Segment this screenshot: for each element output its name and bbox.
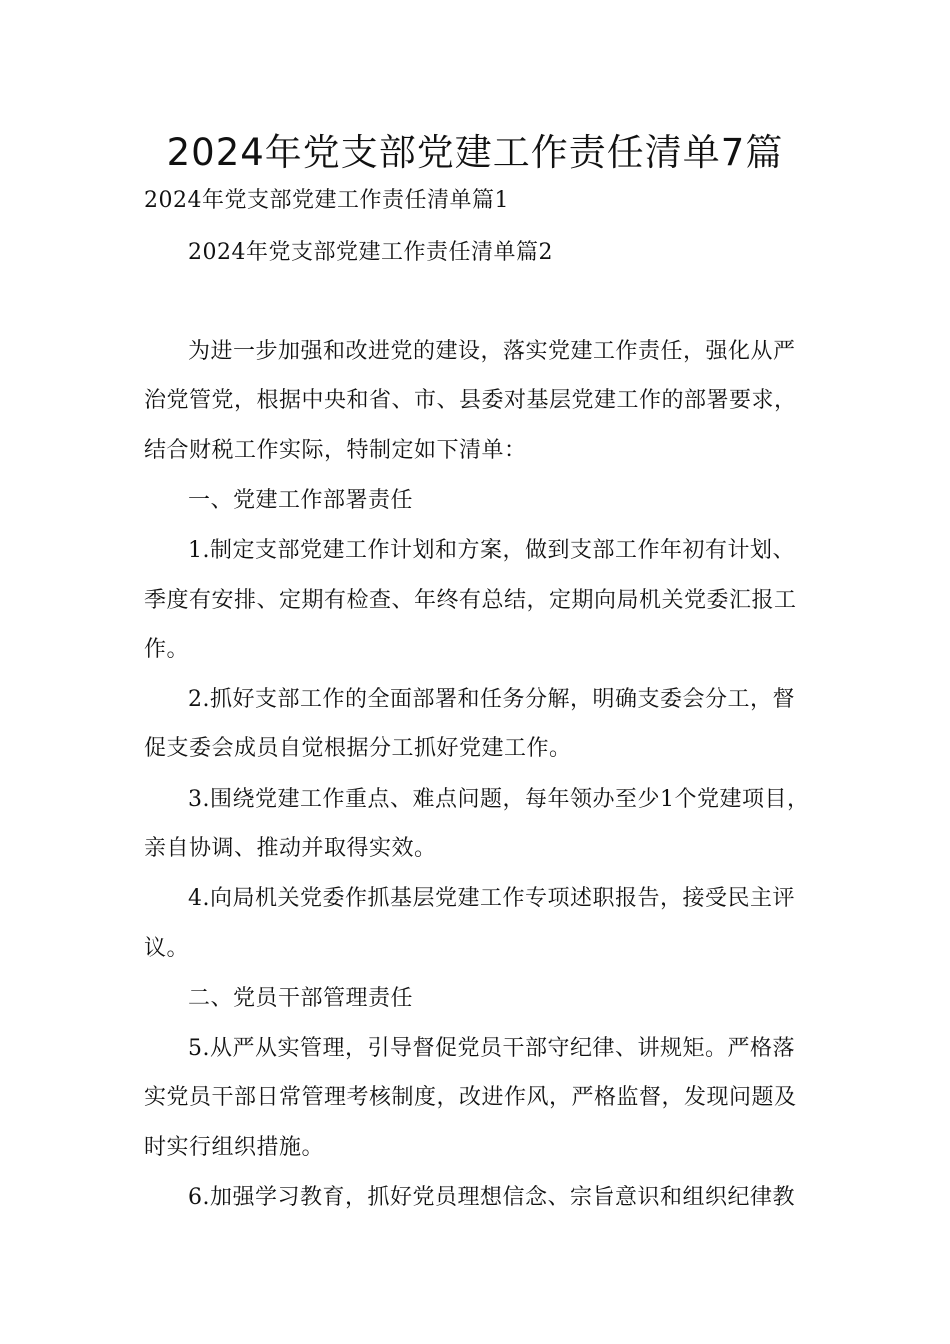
text-line: 作。: [144, 637, 190, 662]
text-line: 结合财税工作实际，特制定如下清单：: [144, 438, 527, 463]
text-line: 治党管党，根据中央和省、市、县委对基层党建工作的部署要求，: [144, 388, 797, 413]
text-line: 时实行组织措施。: [144, 1135, 325, 1160]
text-line: 5.从严从实管理，引导督促党员干部守纪律、讲规矩。严格落: [188, 1036, 795, 1061]
text-line: 3.围绕党建工作重点、难点问题，每年领办至少1个党建项目，: [188, 787, 810, 812]
text-line: 2024年党支部党建工作责任清单篇1: [144, 188, 509, 213]
text-line: 促支委会成员自觉根据分工抓好党建工作。: [144, 736, 572, 761]
text-line: 1.制定支部党建工作计划和方案，做到支部工作年初有计划、: [188, 538, 795, 563]
text-line: 议。: [144, 936, 190, 961]
section-heading: 一、党建工作部署责任: [188, 488, 414, 513]
text-line: 亲自协调、推动并取得实效。: [144, 836, 437, 861]
text-line: 2024年党支部党建工作责任清单篇2: [188, 240, 553, 265]
text-line: 4.向局机关党委作抓基层党建工作专项述职报告，接受民主评: [188, 886, 795, 911]
section-heading: 二、党员干部管理责任: [188, 986, 414, 1011]
document-title: 2024年党支部党建工作责任清单7篇: [166, 131, 784, 174]
text-line: 2.抓好支部工作的全面部署和任务分解，明确支委会分工，督: [188, 687, 795, 712]
text-line: 6.加强学习教育，抓好党员理想信念、宗旨意识和组织纪律教: [188, 1185, 795, 1210]
text-line: 季度有安排、定期有检查、年终有总结，定期向局机关党委汇报工: [144, 588, 797, 613]
text-line: 为进一步加强和改进党的建设，落实党建工作责任，强化从严: [188, 339, 796, 364]
text-line: 实党员干部日常管理考核制度，改进作风，严格监督，发现问题及: [144, 1085, 797, 1110]
